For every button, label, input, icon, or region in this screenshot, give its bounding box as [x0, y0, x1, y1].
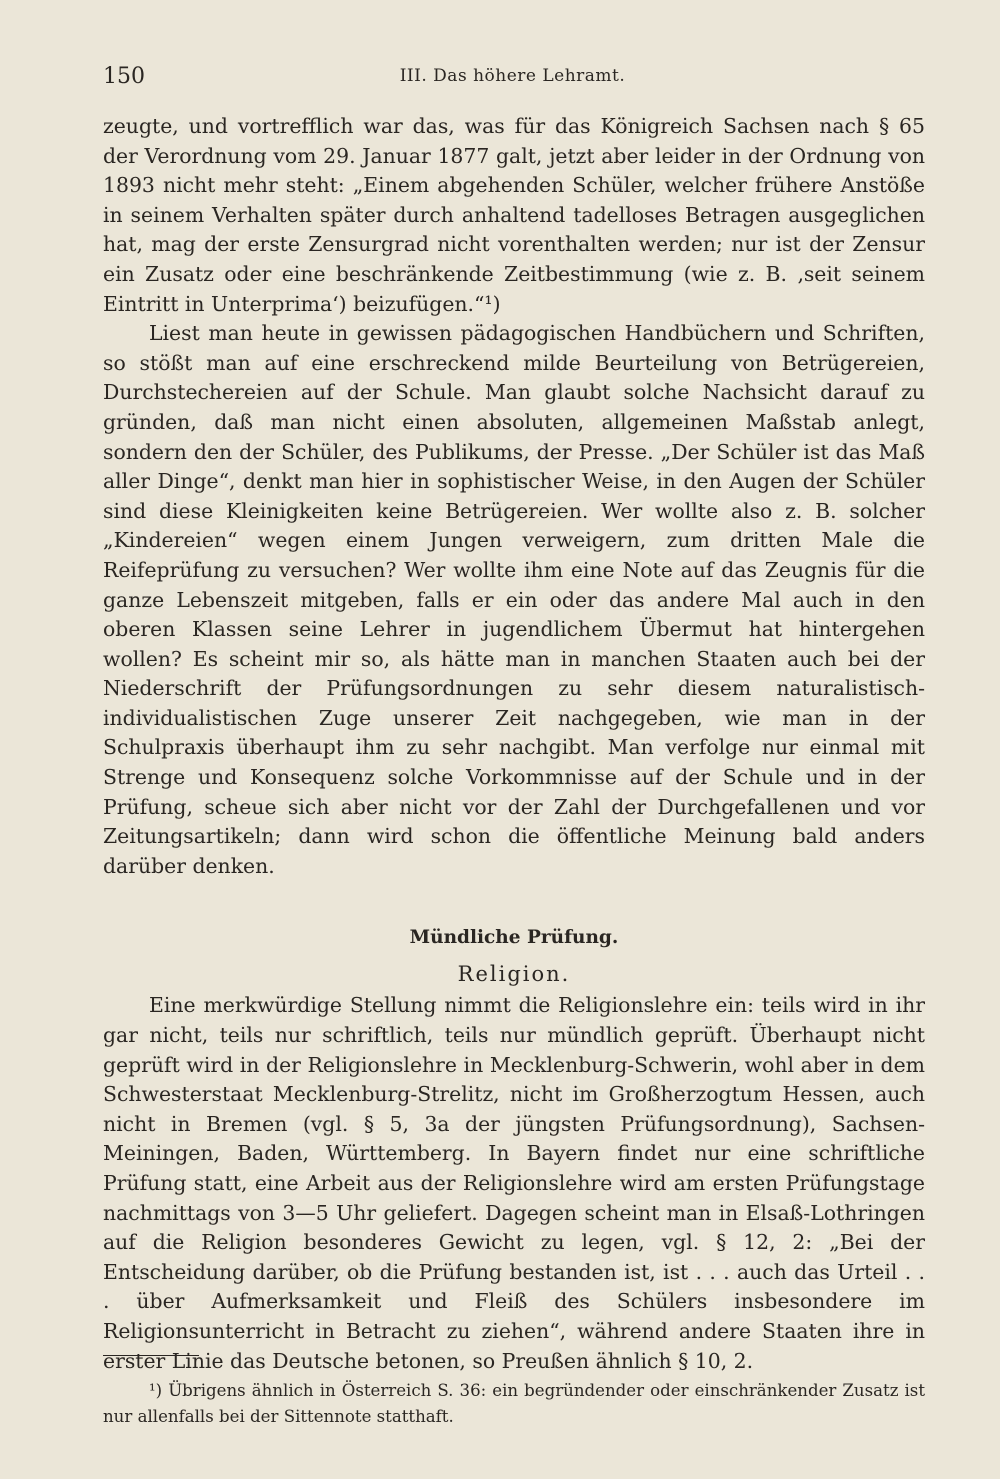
paragraph-continued: zeugte, und vortrefflich war das, was für das Königreich Sachsen nach § 65 der Verordnung vom 29. Januar 1877 galt, jetzt aber leider in der Ordnung von 1893 nicht mehr steht: „Einem abgehenden Schüler, welcher frühere Anstöße in seinem Verhalten später durch anhaltend tadelloses Betragen ausgeglichen hat, mag der erste Zensurgrad nicht vorenthalten werden; nur ist der Zensur ein Zusatz oder eine beschränkende Zeitbestimmung (wie z. B. ‚seit seinem Eintritt in Unterprima‘) beizufügen.“¹): [103, 114, 925, 316]
footnote-rule: [103, 1355, 199, 1356]
page-header: [103, 64, 922, 94]
page-number: 150: [103, 64, 145, 89]
subsection-heading: Religion.: [457, 962, 571, 987]
paragraph-religion: Eine merkwürdige Stellung nimmt die Religionslehre ein: teils wird in ihr gar nicht, teils nur schriftlich, teils nur mündlich geprüft. Überhaupt nicht geprüft wird in der Religionslehre in Mecklenburg-Schwerin, wohl aber in dem Schwesterstaat Mecklenburg-Strelitz, nicht im Großherzogtum Hessen, auch nicht in Bremen (vgl. § 5, 3a der jüngsten Prüfungsordnung), Sachsen-Meiningen, Baden, Württemberg. In Bayern findet nur eine schriftliche Prüfung statt, eine Arbeit aus der Religionslehre wird am ersten Prüfungstage nachmittags von 3—5 Uhr geliefert. Dagegen scheint man in Elsaß-Lothringen auf die Religion besonderes Gewicht zu legen, vgl. § 12, 2: „Bei der Entscheidung darüber, ob die Prüfung bestanden ist, ist . . . auch das Urteil . . . über Aufmerksamkeit und Fleiß des Schülers insbesondere im Religionsunterricht in Betracht zu ziehen“, während andere Staaten ihre in erster Linie das Deutsche betonen, so Preußen ähnlich § 10, 2.: [103, 993, 925, 1373]
section-heading: Mündliche Prüfung.: [409, 927, 619, 949]
running-head: III. Das höhere Lehramt.: [399, 66, 626, 86]
footnote: ¹) Übrigens ähnlich in Österreich S. 36: ein begründender oder einschränkender Zusatz ist nur allenfalls bei der Sittennote statthaft.: [103, 1381, 925, 1426]
page-body: [103, 112, 925, 1376]
paragraph: Liest man heute in gewissen pädagogischen Handbüchern und Schriften, so stößt man auf eine erschreckend milde Beurteilung von Betrügereien, Durchstechereien auf der Schule. Man glaubt solche Nachsicht darauf zu gründen, daß man nicht einen absoluten, allgemeinen Maßstab anlegt, sondern den der Schüler, des Publikums, der Presse. „Der Schüler ist das Maß aller Dinge“, denkt man hier in sophistischer Weise, in den Augen der Schüler sind diese Kleinigkeiten keine Betrügereien. Wer wollte also z. B. solcher „Kindereien“ wegen einem Jungen verweigern, zum dritten Male die Reifeprüfung zu versuchen? Wer wollte ihm eine Note auf das Zeugnis für die ganze Lebenszeit mitgeben, falls er ein oder das andere Mal auch in den oberen Klassen seine Lehrer in jugendlichem Übermut hat hintergehen wollen? Es scheint mir so, als hätte man in manchen Staaten auch bei der Niederschrift der Prüfungsordnungen zu sehr diesem naturalistisch-individualistischen Zuge unserer Zeit nachgegeben, wie man in der Schulpraxis überhaupt ihm zu sehr nachgibt. Man verfolge nur einmal mit Strenge und Konsequenz solche Vorkommnisse auf der Schule und in der Prüfung, scheue sich aber nicht vor der Zahl der Durchgefallenen und vor Zeitungsartikeln; dann wird schon die öffentliche Meinung bald anders darüber denken.: [103, 321, 925, 878]
